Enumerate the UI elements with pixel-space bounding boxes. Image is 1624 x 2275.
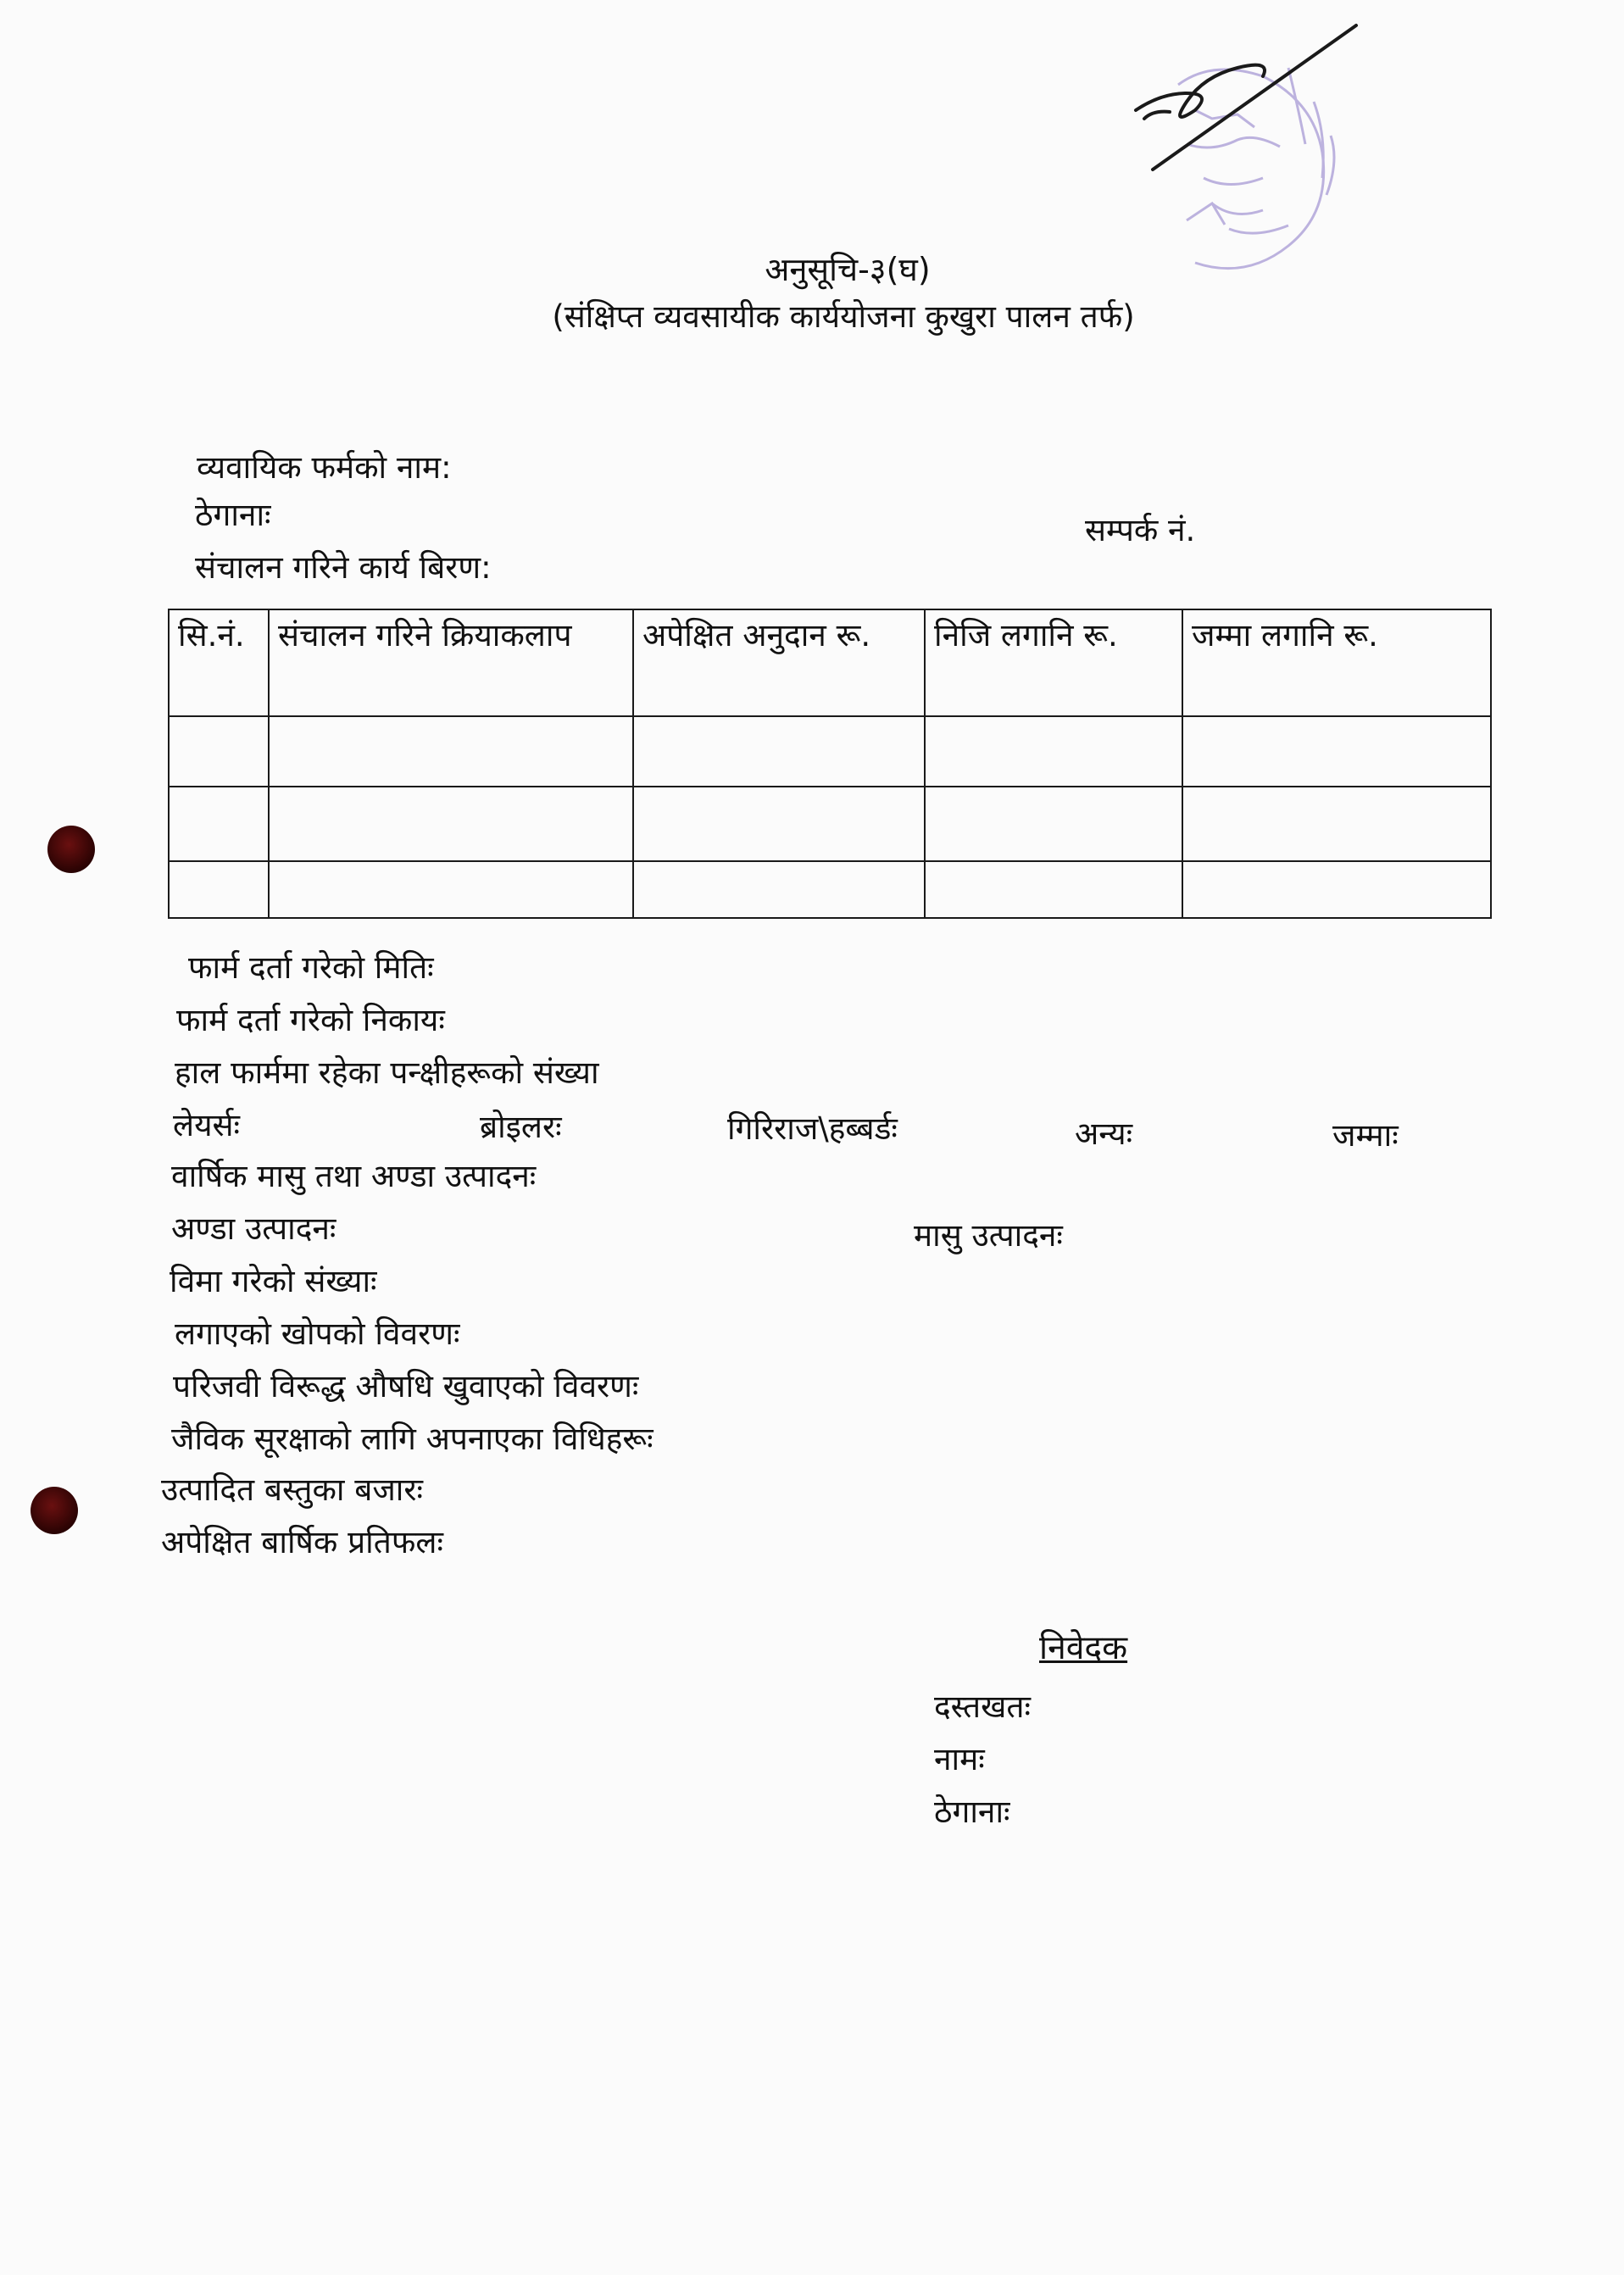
table-header-row <box>169 609 1491 716</box>
layers-label: लेयर्सः <box>173 1107 241 1143</box>
document-subtitle: (संक्षिप्त व्यवसायीक कार्ययोजना कुखुरा पालन तर्फ) <box>552 298 1135 335</box>
table-cell[interactable] <box>633 861 925 918</box>
punch-hole <box>47 826 95 873</box>
table-row <box>169 787 1491 860</box>
table-cell[interactable] <box>269 716 633 787</box>
applicant-address-label: ठेगानाः <box>934 1794 1010 1830</box>
table-cell[interactable] <box>1182 716 1491 787</box>
table-cell[interactable] <box>269 861 633 918</box>
table-cell[interactable] <box>925 716 1182 787</box>
other-birds-label: अन्यः <box>1075 1115 1133 1152</box>
document-title: अनुसूचि-३(घ) <box>765 251 931 288</box>
biosecurity-methods-label: जैविक सूरक्षाको लागि अपनाएका विधिहरूः <box>171 1421 653 1457</box>
table-row <box>169 861 1491 918</box>
giriraj-hubbard-label: गिरिराज\हब्बर्डः <box>727 1110 898 1147</box>
activity-table <box>168 609 1492 919</box>
table-row <box>169 716 1491 787</box>
registration-body-label: फार्म दर्ता गरेको निकायः <box>176 1002 445 1038</box>
meat-production-label: मासु उत्पादनः <box>914 1217 1063 1254</box>
table-cell[interactable] <box>169 716 269 787</box>
contact-number-label: सम्पर्क नं. <box>1085 512 1196 548</box>
table-header-cell: संचालन गरिने क्रियाकलाप <box>269 609 633 716</box>
annual-production-label: वार्षिक मासु तथा अण्डा उत्पादनः <box>171 1158 537 1194</box>
activity-details-label: संचालन गरिने कार्य बिरण: <box>195 549 492 586</box>
broiler-label: ब्रोइलरः <box>480 1109 562 1145</box>
insured-count-label: विमा गरेको संख्याः <box>170 1263 377 1299</box>
table-header-cell: सि.नं. <box>169 609 269 716</box>
table-cell[interactable] <box>169 861 269 918</box>
table-header-cell: जम्मा लगानि रू. <box>1182 609 1491 716</box>
table-cell[interactable] <box>925 787 1182 860</box>
registration-date-label: फार्म दर्ता गरेको मितिः <box>188 949 434 986</box>
product-market-label: उत्पादित बस्तुका बजारः <box>161 1471 423 1508</box>
expected-return-label: अपेक्षित बार्षिक प्रतिफलः <box>161 1524 443 1560</box>
punch-hole <box>31 1487 78 1534</box>
table-cell[interactable] <box>1182 861 1491 918</box>
applicant-heading: निवेदक <box>1039 1629 1128 1667</box>
bird-count-label: हाल फार्ममा रहेका पन्क्षीहरूको संख्या <box>175 1054 599 1091</box>
signature-stamp <box>1102 8 1441 314</box>
table-header-cell: निजि लगानि रू. <box>925 609 1182 716</box>
egg-production-label: अण्डा उत्पादनः <box>171 1210 336 1247</box>
antiparasite-details-label: परिजवी विरूद्ध औषधि खुवाएको विवरणः <box>173 1368 639 1404</box>
total-birds-label: जम्माः <box>1332 1117 1399 1154</box>
applicant-name-label: नामः <box>934 1741 985 1777</box>
farm-address-label: ठेगानाः <box>195 497 271 533</box>
table-header-cell: अपेक्षित अनुदान रू. <box>633 609 925 716</box>
table-cell[interactable] <box>633 716 925 787</box>
vaccine-details-label: लगाएको खोपको विवरणः <box>175 1315 460 1352</box>
farm-name-label: व्यवायिक फर्मको नाम: <box>197 449 452 486</box>
table-cell[interactable] <box>269 787 633 860</box>
table-cell[interactable] <box>1182 787 1491 860</box>
table-cell[interactable] <box>633 787 925 860</box>
table-cell[interactable] <box>169 787 269 860</box>
applicant-signature-label: दस्तखतः <box>934 1688 1031 1725</box>
table-cell[interactable] <box>925 861 1182 918</box>
